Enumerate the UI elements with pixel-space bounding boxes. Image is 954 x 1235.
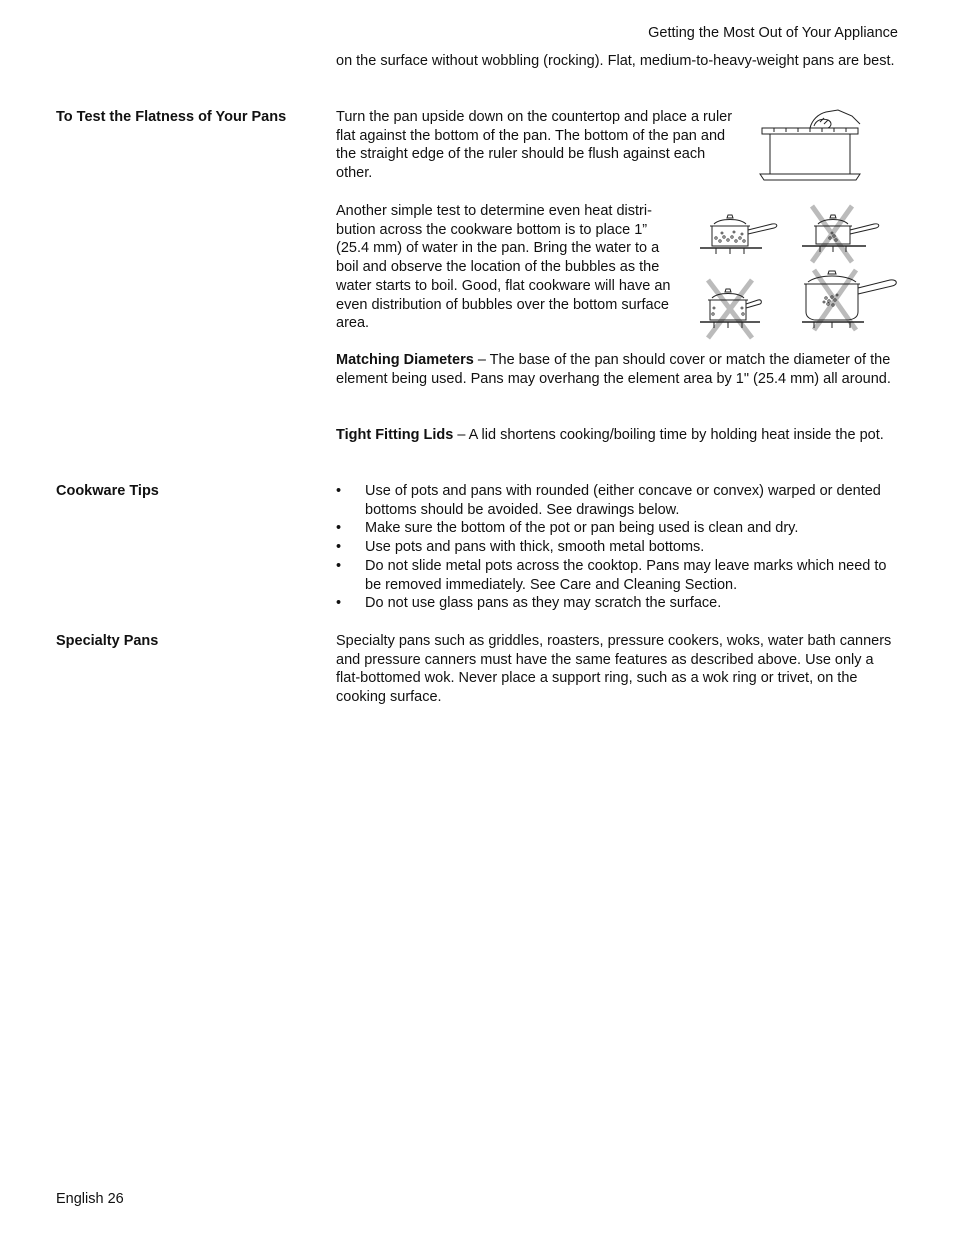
tight-lids-title: Tight Fitting Lids	[336, 427, 454, 443]
bullet-icon: •	[336, 595, 342, 612]
list-item: • Use of pots and pans with rounded (either concave or convex) warped or dented bottoms should be avoided. See drawings below.	[336, 483, 881, 518]
list-item: • Do not use glass pans as they may scratch the surface.	[336, 595, 722, 612]
pot-uneven-bubbles-crossed-icon	[802, 268, 900, 332]
ruler-test-illustration	[752, 108, 864, 186]
intro-text: on the surface without wobbling (rocking). Flat, medium-to-heavy-weight pans are best.	[336, 53, 895, 69]
list-item: • Do not slide metal pots across the cooktop. Pans may leave marks which need to be removed immediately. See Care and Cleaning Section.	[336, 557, 887, 593]
tight-lids-paragraph	[336, 426, 898, 445]
cookware-tips-heading: Cookware Tips	[56, 483, 159, 499]
pot-edge-bubbles-crossed-icon	[700, 278, 766, 340]
specialty-pans-paragraph: Specialty pans such as griddles, roasters, pressure cookers, woks, water bath canners and pressure canners must have the same features as described above. Use only a flat-bottomed wok. Never place a support ring, such as a wok ring or trivet, on the cooking surface.	[336, 633, 892, 706]
pot-center-bubbles-crossed-icon	[802, 204, 884, 264]
flatness-paragraph-boil: Another simple test to determine even heat distri-bution across the cookware bottom is to place 1” (25.4 mm) of water in the pan. Bring the water to a boil and observe the location of the bubbles as the water starts to boil. Good, flat cookware will have an even distribution of bubbles over the bottom surface area.	[336, 203, 671, 332]
flatness-heading: To Test the Flatness of Your Pans	[56, 109, 287, 125]
list-item: • Use pots and pans with thick, smooth metal bottoms.	[336, 539, 705, 556]
list-item: • Make sure the bottom of the pot or pan being used is clean and dry.	[336, 520, 799, 537]
bullet-icon: •	[336, 557, 342, 574]
page-footer: English 26	[56, 1191, 124, 1207]
cookware-tips-list	[336, 482, 898, 613]
bullet-icon: •	[336, 539, 342, 556]
bullet-icon: •	[336, 520, 342, 537]
pot-even-bubbles-icon	[700, 210, 782, 256]
page-header: Getting the Most Out of Your Appliance	[648, 25, 898, 41]
tight-lids-text: – A lid shortens cooking/boiling time by holding heat inside the pot.	[453, 427, 884, 443]
matching-diameters-paragraph	[336, 351, 898, 388]
matching-diameters-text: – The base of the pan should cover or match the diameter of the element being used. Pans may overhang the element area by 1" (25.4 mm) all around.	[336, 352, 891, 387]
matching-diameters-title: Matching Diameters	[336, 352, 474, 368]
flatness-paragraph-ruler: Turn the pan upside down on the countertop and place a ruler flat against the bottom of the pan. The bottom of the pan and the straight edge of the ruler should be flush against each other.	[336, 109, 733, 182]
bullet-icon: •	[336, 483, 342, 499]
specialty-pans-heading: Specialty Pans	[56, 633, 159, 649]
